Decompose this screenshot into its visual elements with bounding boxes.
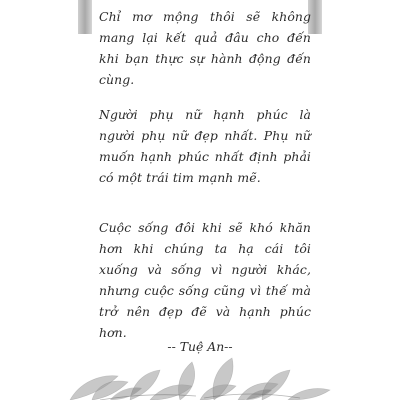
- leaves-illustration: [0, 352, 400, 400]
- quote-paragraph-1: Chỉ mơ mộng thôi sẽ không mang lại kết quả đâu cho đến khi bạn thực sự hành động đến cùng.: [99, 9, 311, 87]
- bookmark-ribbon-left: [78, 0, 92, 34]
- quote-paragraph-2: Người phụ nữ hạnh phúc là người phụ nữ đẹp nhất. Phụ nữ muốn hạnh phúc nhất định phải có một trái tim mạnh mẽ.: [99, 107, 311, 185]
- quote-paragraph-3: Cuộc sống đôi khi sẽ khó khăn hơn khi chúng ta hạ cái tôi xuống và sống vì người khác, nhưng cuộc sống cũng vì thế mà trở nên đẹp đẽ và hạnh phúc hơn.: [99, 220, 311, 340]
- author-signature: -- Tuệ An--: [167, 339, 233, 354]
